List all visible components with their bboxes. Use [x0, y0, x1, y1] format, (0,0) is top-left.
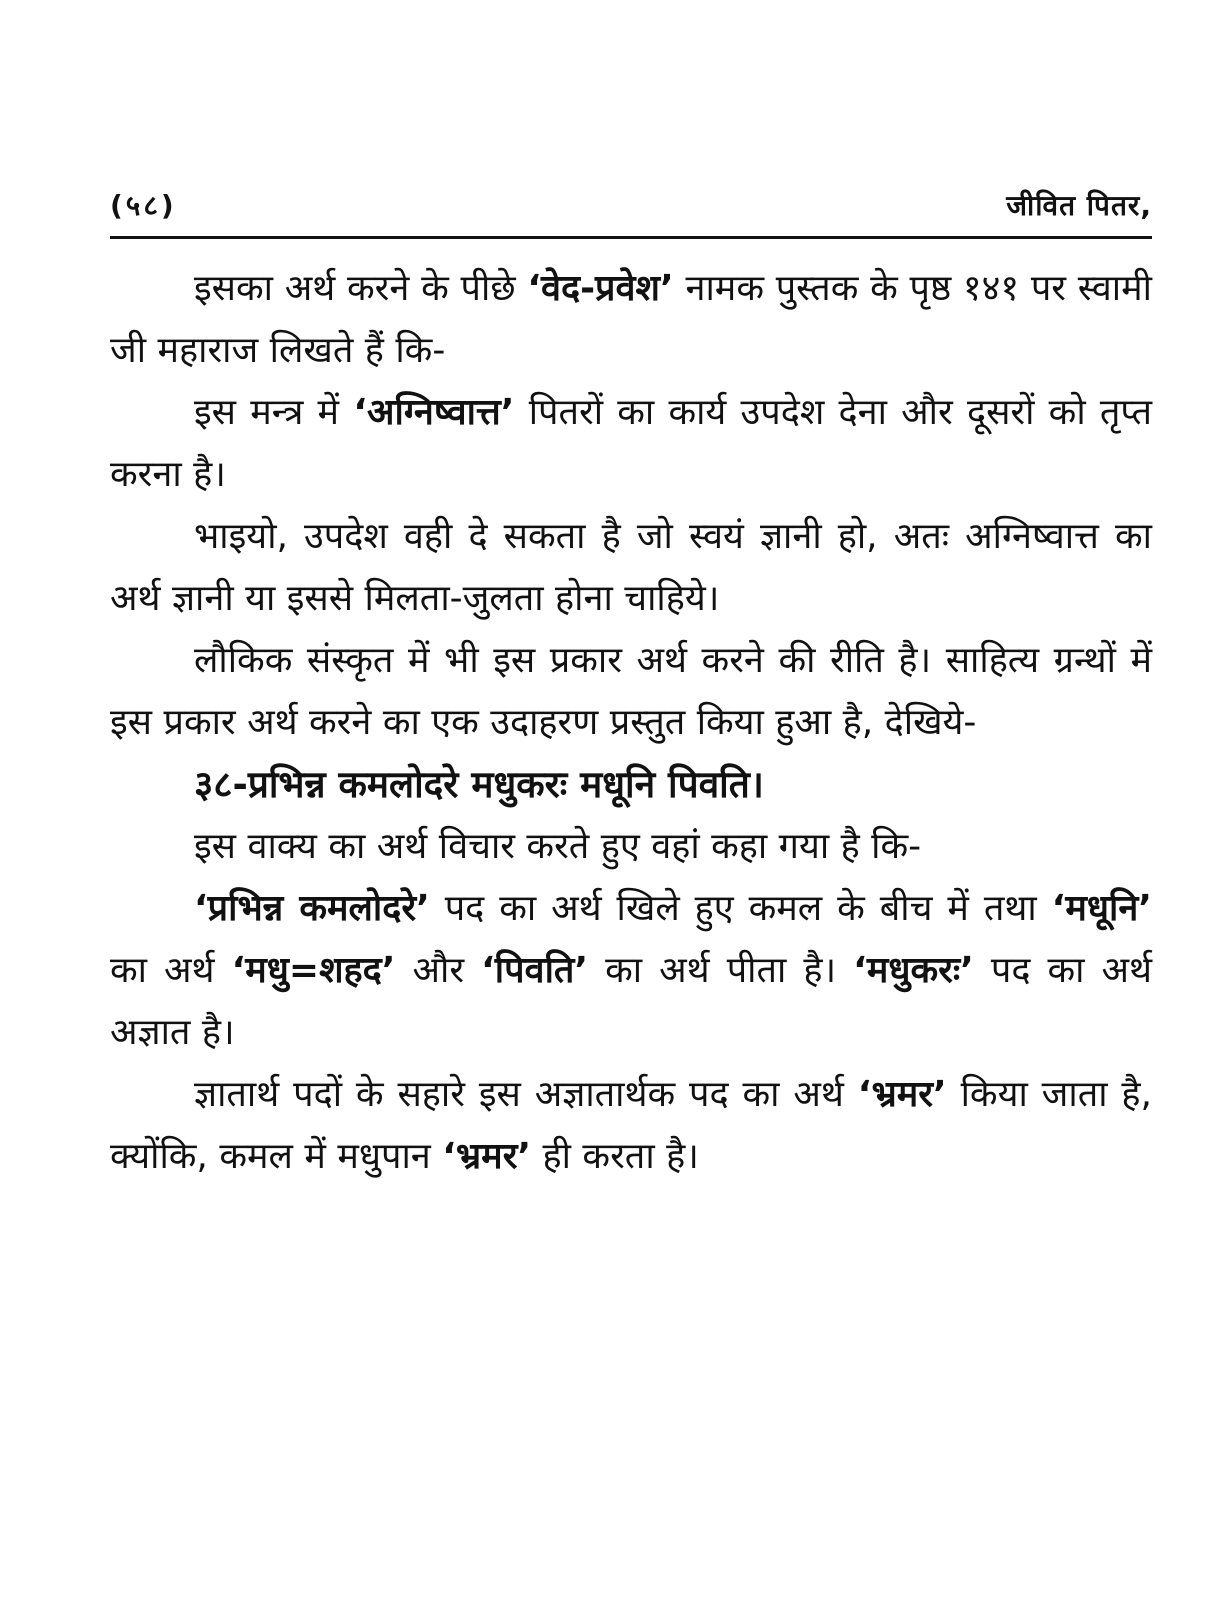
text-run: पद का अर्थ अज्ञात है।: [110, 950, 1152, 1053]
paragraph-7: [110, 1064, 1152, 1188]
text-run: इसका अर्थ करने के पीछे: [194, 268, 528, 309]
paragraph-5: [110, 816, 1152, 878]
page-number: (५८): [110, 189, 177, 222]
bold-term: ‘मधूनि’: [1051, 888, 1152, 929]
text-run: भाइयो, उपदेश वही दे सकता है जो स्वयं ज्ञानी हो, अतः अग्निष्वात्त का अर्थ ज्ञानी या इससे मिलता-जुलता होना चाहिये।: [110, 516, 1152, 619]
text-run: का अर्थ पीता है।: [588, 950, 854, 991]
text-run: ज्ञातार्थ पदों के सहारे इस अज्ञातार्थक पद का अर्थ: [194, 1074, 858, 1115]
paragraph-6: [110, 878, 1152, 1064]
text-run: पद का अर्थ खिले हुए कमल के बीच में तथा: [429, 888, 1052, 929]
text-run: इस वाक्य का अर्थ विचार करते हुए वहां कहा गया है कि-: [194, 826, 922, 867]
bold-term: ‘प्रभिन्न कमलोदरे’: [194, 888, 430, 929]
bold-term: ‘वेद-प्रवेश’: [527, 268, 674, 309]
text-run: का अर्थ: [110, 950, 232, 991]
bold-term: ‘मधु=शहद’: [231, 950, 396, 991]
text-run: नामक पुस्तक के पृष्ठ १४१ पर स्वामी जी महाराज लिखते हैं कि-: [110, 268, 1152, 371]
paragraph-3: [110, 506, 1152, 630]
paragraph-1: [110, 258, 1152, 382]
body-text: [110, 258, 1152, 1188]
bold-term: ‘पिवति’: [481, 950, 589, 991]
bold-term: ‘भ्रमर’: [857, 1074, 947, 1115]
text-run: किया जाता है, क्योंकि, कमल में मधुपान: [110, 1074, 1152, 1177]
text-run: ही करता है।: [531, 1136, 699, 1177]
running-title: जीवित पितर,: [1006, 189, 1152, 222]
text-run: लौकिक संस्कृत में भी इस प्रकार अर्थ करने की रीति है। साहित्य ग्रन्थों में इस प्रकार अर्थ करने का एक उदाहरण प्रस्तुत किया हुआ है, देखिये-: [110, 640, 1152, 743]
text-run: पितरों का कार्य उपदेश देना और दूसरों को तृप्त करना है।: [110, 392, 1152, 495]
text-run: ३८-प्रभिन्न कमलोदरे मधुकरः मधूनि पिवति।: [194, 763, 764, 806]
paragraph-2: [110, 382, 1152, 506]
example-sentence: [110, 754, 1152, 816]
bold-term: ‘अग्निष्वात्त’: [353, 392, 515, 433]
bold-term: ‘भ्रमर’: [442, 1136, 532, 1177]
bold-term: ‘मधुकरः’: [853, 950, 974, 991]
paragraph-4: [110, 630, 1152, 754]
text-run: और: [395, 950, 482, 991]
text-run: इस मन्त्र में: [194, 392, 354, 433]
running-head: [110, 186, 1152, 239]
